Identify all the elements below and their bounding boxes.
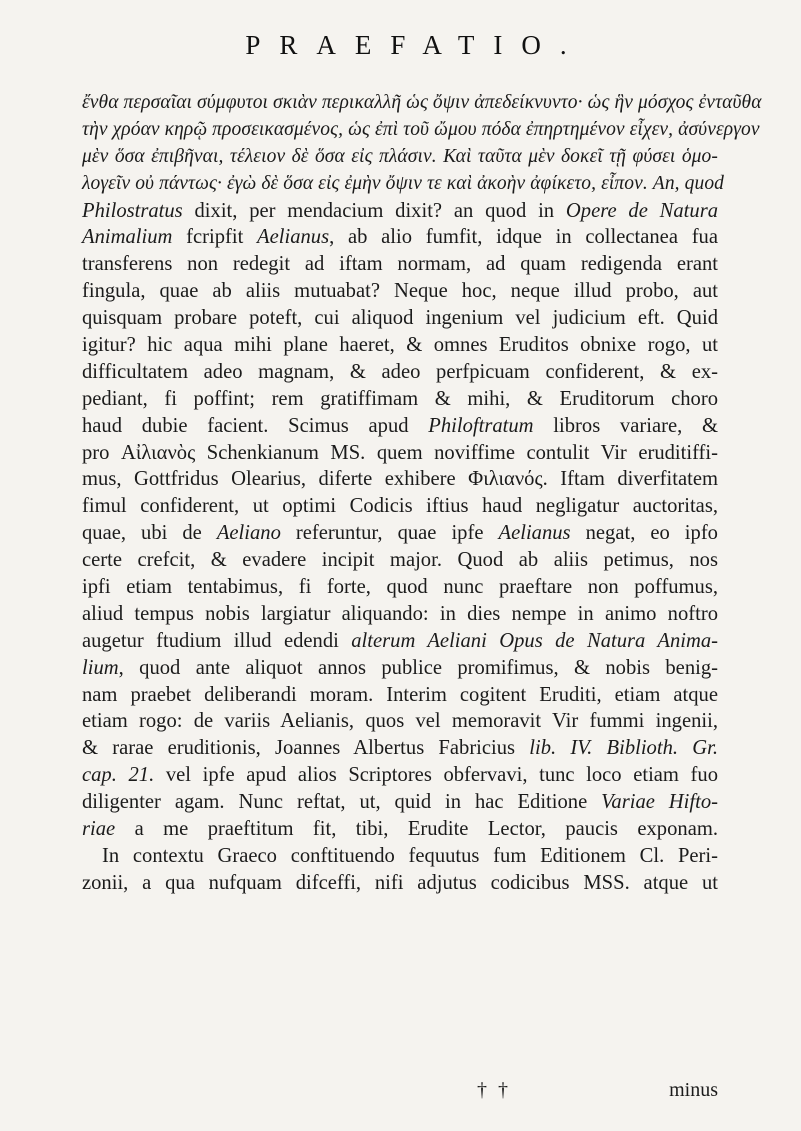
text-line: aliud tempus nobis largiatur aliquando: in dies nempe in animo noftro xyxy=(82,602,718,625)
text-line: pediant, fi poffint; rem gratiffimam & mihi, & Eruditorum choro xyxy=(82,387,718,410)
text-line: difficultatem adeo magnam, & adeo perfpicuam confiderent, & ex- xyxy=(82,360,718,383)
text-line: igitur? hic aqua mihi plane haeret, & omnes Eruditos obnixe rogo, ut xyxy=(82,334,718,357)
page-header-title: PRAEFATIO. xyxy=(245,30,586,60)
text-line: quae, ubi de Aeliano referuntur, quae ipfe Aelianus negat, eo ipfo xyxy=(82,522,718,545)
text-line: & rarae eruditionis, Joannes Albertus Fabricius lib. IV. Biblioth. Gr. xyxy=(82,737,718,760)
catchword: minus xyxy=(669,1079,718,1101)
text-line: lium, quod ante aliquot annos publice promifimus, & nobis benig- xyxy=(82,656,718,679)
text-line: ἔνθα περσαῖαι σύμφυτοι σκιὰν περικαλλῆ ὡς ὄψιν ἀπεδείκνυντο· ὡς ἣν μόσχος ἐνταῦθα xyxy=(82,92,762,113)
text-line: Philostratus dixit, per mendacium dixit? an quod in Opere de Natura xyxy=(82,199,718,222)
text-line: Animalium fcripfit Aelianus, ab alio fumfit, idque in collectanea fua xyxy=(82,226,718,249)
text-line: ipfi etiam tentabimus, fi forte, quod nunc praeftare non poffumus, xyxy=(82,576,718,599)
text-line: fingula, quae ab aliis mutuabat? Neque hoc, neque illud probo, aut xyxy=(82,280,718,303)
page-footer xyxy=(82,1079,718,1105)
text-line: transferens non redegit ad iftam normam, ad quam redigenda erant xyxy=(82,253,718,276)
text-line: quisquam probare poteft, cui aliquod ingenium vel judicium eft. Quid xyxy=(82,307,718,330)
text-line: riae a me praeftitum fit, tibi, Erudite Lector, paucis exponam. xyxy=(82,818,718,841)
text-line: cap. 21. vel ipfe apud alios Scriptores obfervavi, tunc loco etiam fuo xyxy=(82,764,718,787)
signature-mark: † † xyxy=(477,1079,511,1101)
text-line: fimul confiderent, ut optimi Codicis iftius haud negligatur auctoritas, xyxy=(82,495,718,518)
text-line: certe crefcit, & evadere incipit major. Quod ab aliis petimus, nos xyxy=(82,549,718,572)
body-text xyxy=(82,90,762,897)
text-line: τὴν χρόαν κηρῷ προσεικασμένος, ὡς ἐπὶ τοῦ ὤμου πόδα ἐπηρτημένον εἶχεν, ἀσύνεργον xyxy=(82,118,760,140)
text-line: zonii, a qua nufquam difceffi, nifi adjutus codicibus MSS. atque ut xyxy=(82,871,718,894)
text-line: nam praebet deliberandi moram. Interim cogitent Eruditi, etiam atque xyxy=(82,683,718,706)
text-line: etiam rogo: de variis Aelianis, quos vel memoravit Vir fummi ingenii, xyxy=(82,710,718,733)
text-line: diligenter agam. Nunc reftat, ut, quid in hac Editione Variae Hifto- xyxy=(82,791,719,814)
text-line: μὲν ὅσα ἐπιβῆναι, τέλειον δὲ ὅσα εἰς πλάσιν. Καὶ ταῦτα μὲν δοκεῖ τῇ φύσει ὁμο- xyxy=(82,145,718,167)
text-line: augetur ftudium illud edendi alterum Aeliani Opus de Natura Anima- xyxy=(82,629,718,652)
text-line: haud dubie facient. Scimus apud Philoftratum libros variare, & xyxy=(82,414,718,437)
text-line: mus, Gottfridus Olearius, diferte exhibere Φιλιανός. Iftam diverfitatem xyxy=(82,468,718,491)
text-line: In contextu Graeco conftituendo fequutus fum Editionem Cl. Peri- xyxy=(102,844,718,867)
text-line: pro Αἰλιανὸς Schenkianum MS. quem noviffime contulit Vir eruditiffi- xyxy=(82,441,718,464)
text-line: λογεῖν οὐ πάντως· ἐγὼ δὲ ὅσα εἰς ἐμὴν ὄψιν τε καὶ ἀκοὴν ἀφίκετο, εἶπον. An, quod xyxy=(82,172,725,194)
